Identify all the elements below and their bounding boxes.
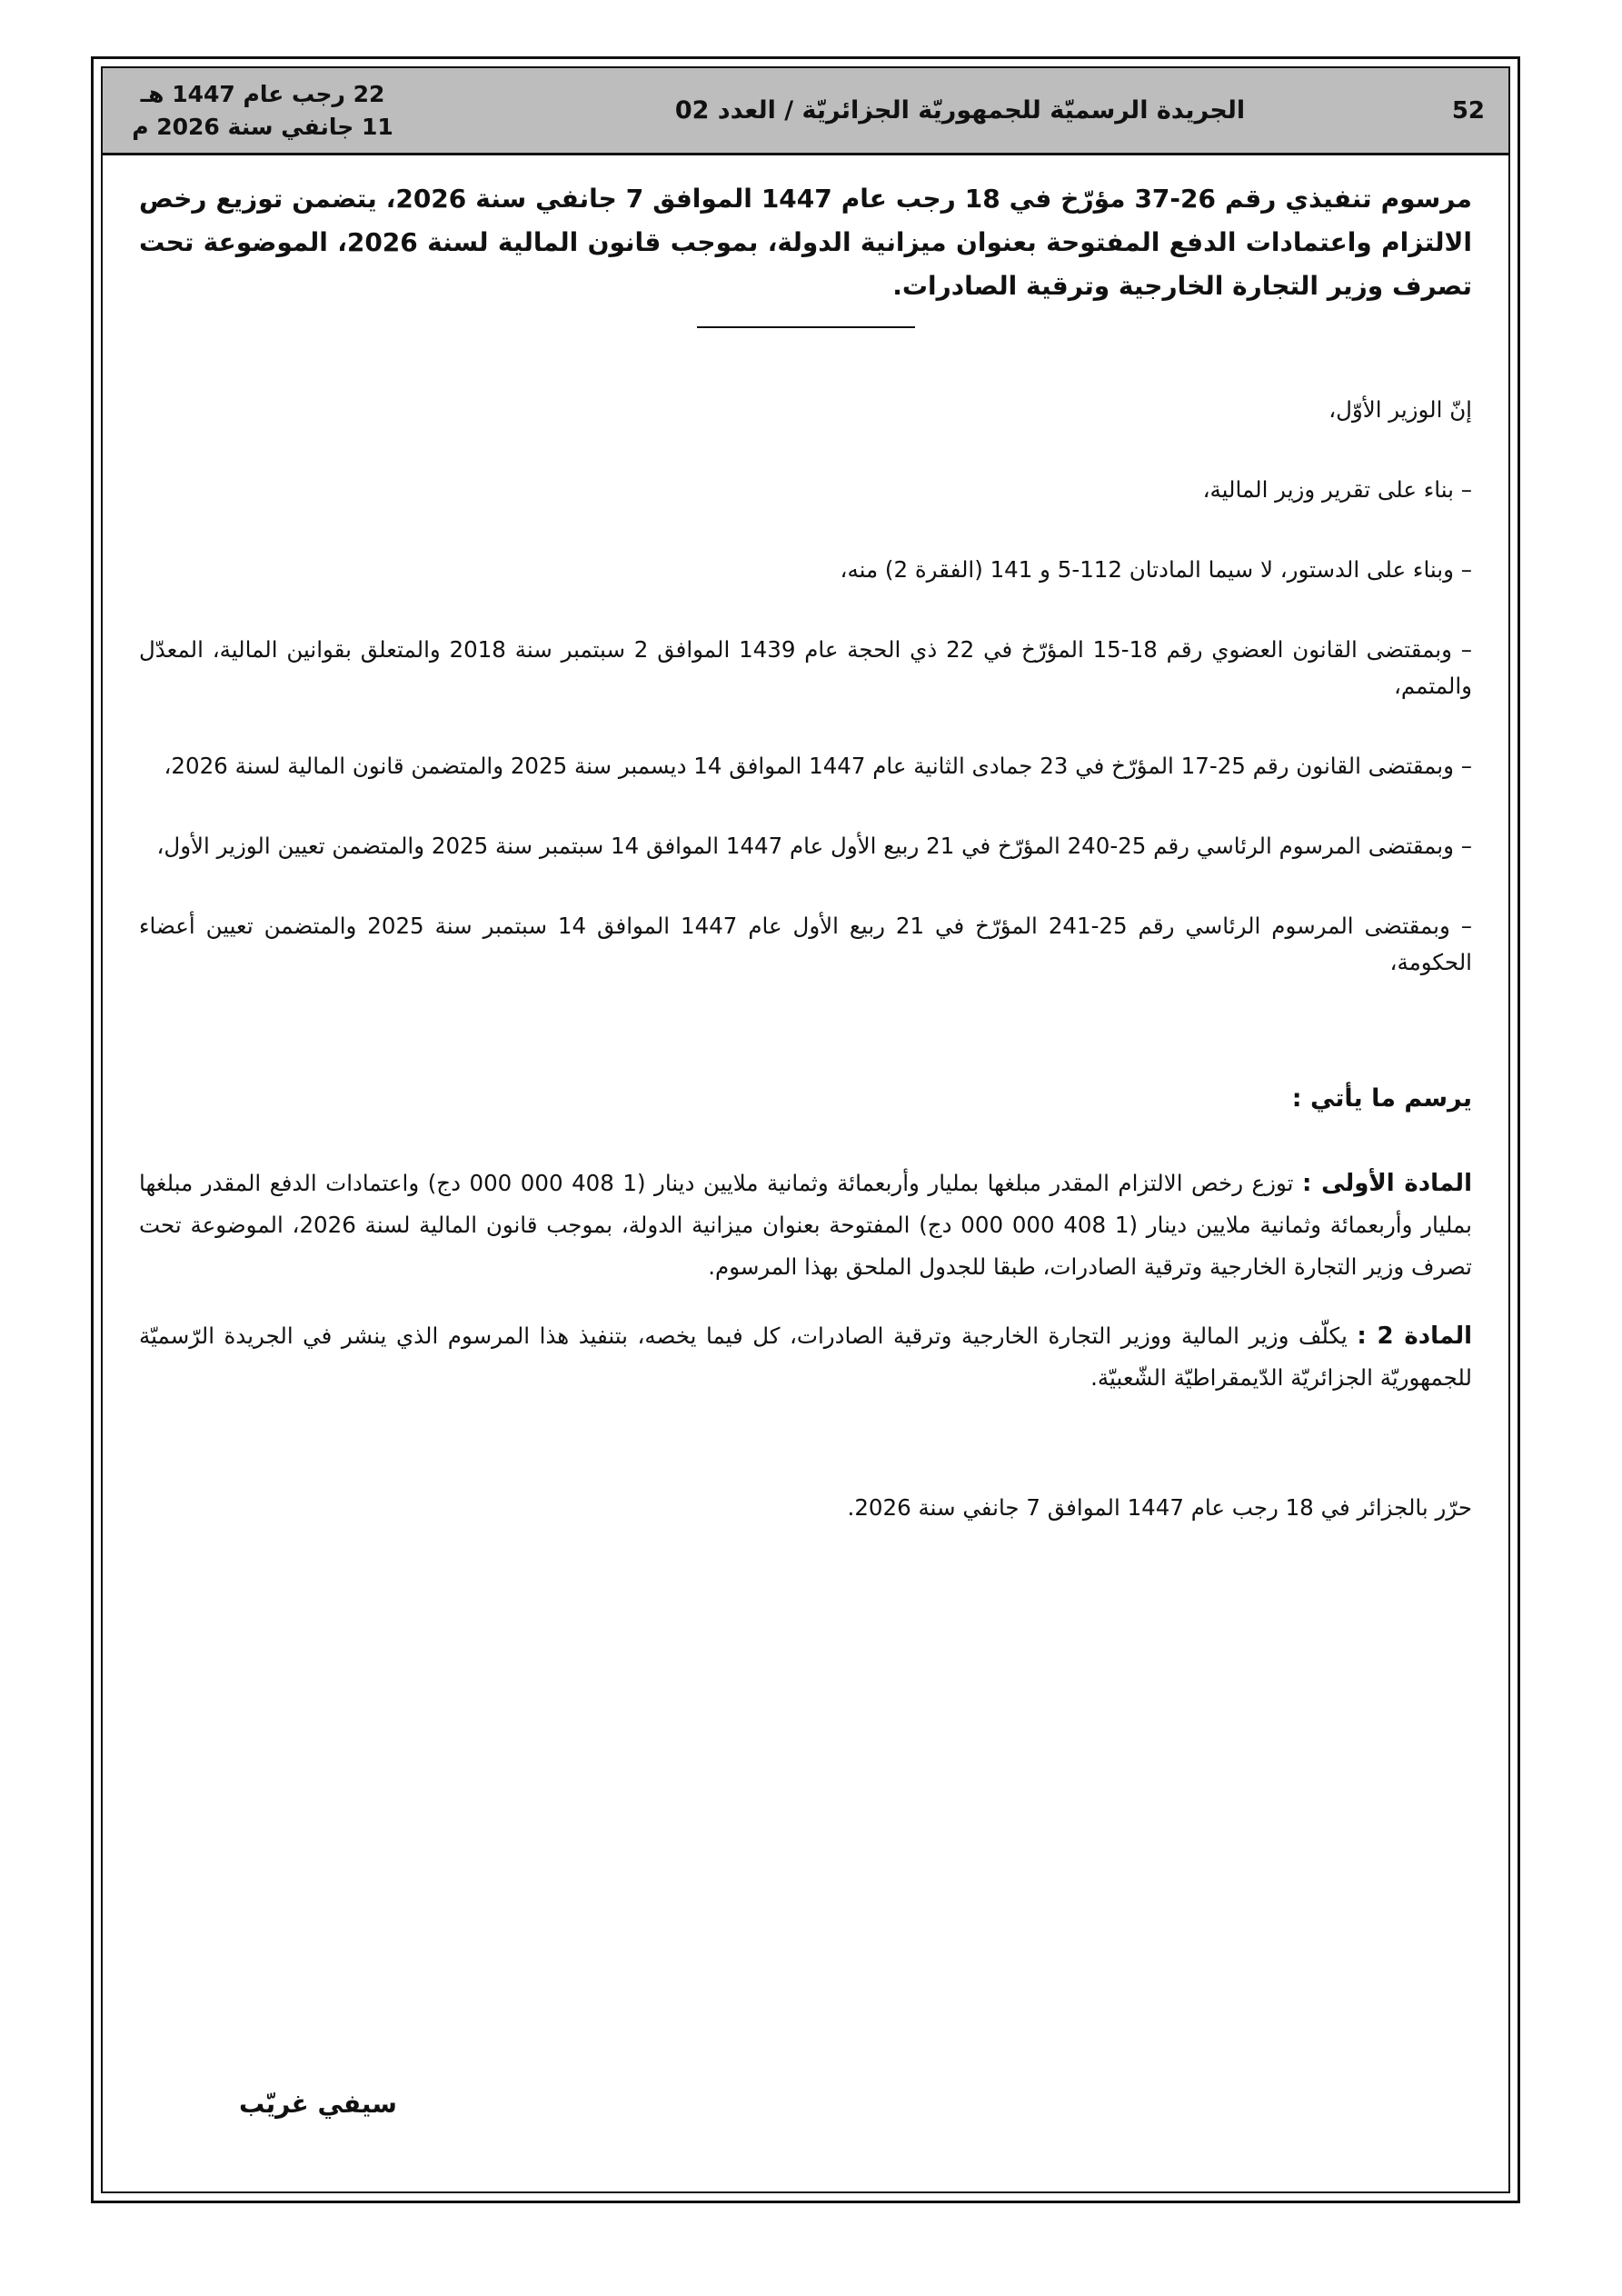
page-number: 52 [1451, 96, 1485, 125]
recital-3: – وبمقتضى القانون العضوي رقم 18-15 المؤرّخ في 22 ذي الحجة عام 1439 الموافق 2 سبتمبر سنة 2018 والمتعلق بقوانين المالية، المعدّل والمتمم، [139, 636, 1473, 699]
title-divider [697, 326, 915, 328]
page-header [103, 68, 1508, 155]
opening-line: إنّ الوزير الأوّل، [1328, 396, 1472, 423]
done-at: حرّر بالجزائر في 18 رجب عام 1447 الموافق 7 جانفي سنة 2026. [847, 1494, 1472, 1521]
article-2-label: المادة 2 : [1357, 1323, 1472, 1350]
date-hijri: 22 رجب عام 1447 هـ [140, 80, 385, 107]
recital-5: – وبمقتضى المرسوم الرئاسي رقم 25-240 المؤرّخ في 21 ربيع الأول عام 1447 الموافق 14 سبتمبر سنة 2025 والمتضمن تعيين الوزير الأول، [156, 833, 1472, 859]
article-2-text: يكلّف وزير المالية ووزير التجارة الخارجية وترقية الصادرات، كل فيما يخصه، بتنفيذ هذا المرسوم الذي ينشر في الجريدة الرّسميّة للجمهوريّة الجزائريّة الدّيمقراطيّة الشّعبيّة. [139, 1323, 1472, 1391]
page-inner-frame [101, 66, 1510, 2193]
gazette-title: الجريدة الرسميّة للجمهوريّة الجزائريّة / العدد 02 [674, 96, 1246, 125]
decrees-heading: يرسم ما يأتي : [1291, 1084, 1472, 1113]
page-frame [91, 56, 1520, 2203]
recital-1: – بناء على تقرير وزير المالية، [1202, 476, 1472, 503]
article-1 [139, 1163, 1472, 1288]
article-1-label: المادة الأولى : [1301, 1170, 1472, 1197]
article-2 [139, 1315, 1472, 1399]
recital-6: – وبمقتضى المرسوم الرئاسي رقم 25-241 المؤرّخ في 21 ربيع الأول عام 1447 الموافق 14 سبتمبر سنة 2025 والمتضمن تعيين أعضاء الحكومة، [139, 913, 1473, 975]
decree-title: مرسوم تنفيذي رقم 26-37 مؤرّخ في 18 رجب عام 1447 الموافق 7 جانفي سنة 2026، يتضمن توزيع رخص الالتزام واعتمادات الدفع المفتوحة بعنوان ميزانية الدولة، بموجب قانون المالية لسنة 2026، الموضوعة تحت تصرف وزير التجارة الخارجية وترقية الصادرات. [139, 184, 1473, 301]
recital-4: – وبمقتضى القانون رقم 25-17 المؤرّخ في 23 جمادى الثانية عام 1447 الموافق 14 ديسمبر سنة 2025 والمتضمن قانون المالية لسنة 2026، [164, 753, 1472, 779]
signatory-name: سيفي غريّب [239, 2089, 397, 2119]
date-gregorian: 11 جانفي سنة 2026 م [132, 113, 393, 140]
article-1-text: توزع رخص الالتزام المقدر مبلغها بمليار وأربعمائة وثمانية ملايين دينار (1 408 000 000 دج) واعتمادات الدفع المقدر مبلغها بمليار وأربعمائة وثمانية ملايين دينار (1 408 000 000 دج) المفتوحة بعنوان ميزانية الدولة، بموجب قانون المالية لسنة 2026، الموضوعة تحت تصرف وزير التجارة الخارجية وترقية الصادرات، طبقا للجدول الملحق بهذا المرسوم. [139, 1170, 1472, 1280]
recital-2: – وبناء على الدستور، لا سيما المادتان 112-5 و 141 (الفقرة 2) منه، [840, 556, 1472, 583]
document-body [139, 177, 1472, 1526]
issue-date [126, 78, 399, 144]
